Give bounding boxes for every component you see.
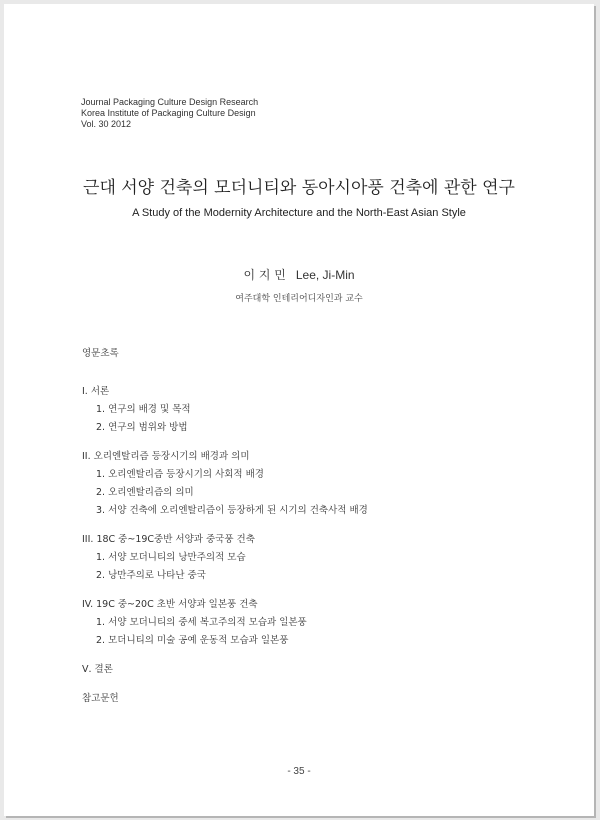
author [4,266,594,283]
toc-abstract: 영문초록 [82,348,119,359]
toc-references: 참고문헌 [82,693,119,704]
toc-item: 2. 낭만주의로 나타난 중국 [96,570,206,581]
toc-section-heading: IV. 19C 중~20C 초반 서양과 일본풍 건축 [82,599,258,610]
paper-title: 근대 서양 건축의 모더니티와 동아시아풍 건축에 관한 연구 [83,178,515,198]
toc-item: 1. 연구의 배경 및 목적 [96,404,191,415]
journal-line: Journal Packaging Culture Design Research [81,97,259,107]
document-page [4,4,594,816]
toc-section-heading: II. 오리엔탈리즘 등장시기의 배경과 의미 [82,451,250,462]
page-number: - 35 - [287,766,311,777]
author-affiliation: 여주대학 인테리어디자인과 교수 [235,294,363,304]
author-latin-name: Lee, Ji-Min [295,268,355,282]
toc-item: 1. 서양 모더니티의 낭만주의적 모습 [96,552,246,563]
journal-line: Vol. 30 2012 [81,119,132,129]
toc-item: 2. 연구의 범위와 방법 [96,422,188,433]
author-korean-name: 이 지 민 [243,268,286,282]
toc-section-heading: III. 18C 중~19C중반 서양과 중국풍 건축 [82,534,255,545]
journal-line: Korea Institute of Packaging Culture Design [81,108,256,118]
toc-section-heading: Ⅰ. 서론 [82,386,110,397]
toc-item: 2. 모더니티의 미술 공예 운동적 모습과 일본풍 [96,635,289,646]
toc-section-heading: Ⅴ. 결론 [82,664,113,675]
paper-subtitle: A Study of the Modernity Architecture and the North-East Asian Style [132,207,466,219]
table-of-contents [82,345,542,708]
journal-info [81,97,258,130]
toc-item: 1. 오리엔탈리즘 등장시기의 사회적 배경 [96,469,264,480]
toc-item: 3. 서양 건축에 오리엔탈리즘이 등장하게 된 시기의 건축사적 배경 [96,505,368,516]
toc-item: 2. 오리엔탈리즘의 의미 [96,487,194,498]
toc-item: 1. 서양 모더니티의 중세 복고주의적 모습과 일본풍 [96,617,307,628]
